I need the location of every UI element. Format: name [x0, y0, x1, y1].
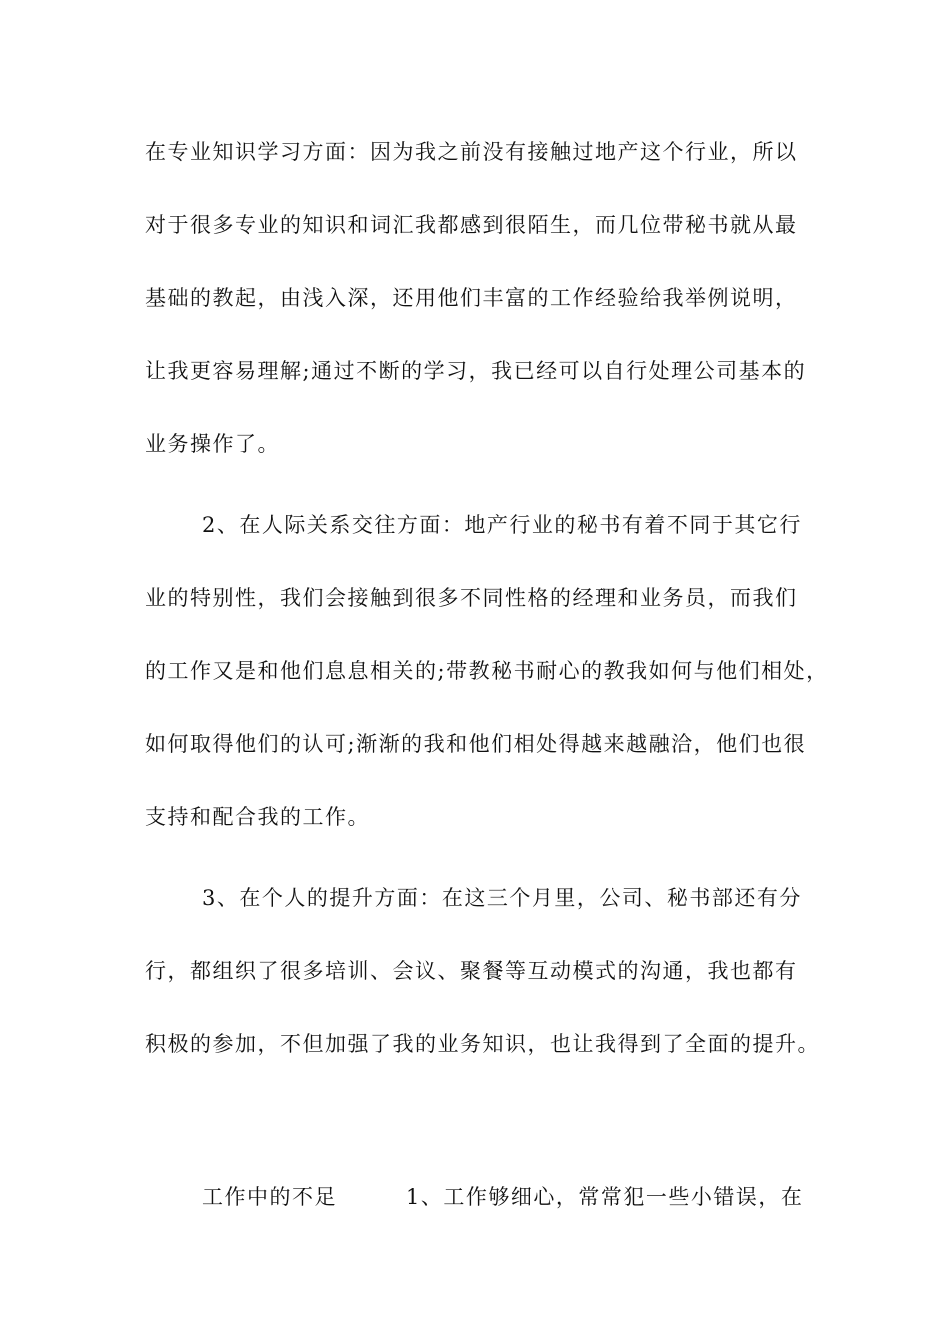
paragraph-line: 业务操作了。: [145, 432, 280, 456]
paragraph-line: 支持和配合我的工作。: [145, 805, 370, 829]
paragraph-line: 积极的参加，不但加强了我的业务知识，也让我得到了全面的提升。: [145, 1032, 820, 1056]
paragraph-line: 的工作又是和他们息息相关的;带教秘书耐心的教我如何与他们相处，: [145, 659, 829, 683]
paragraph-line: 基础的教起，由浅入深，还用他们丰富的工作经验给我举例说明，: [145, 286, 798, 310]
paragraph-line: 3、在个人的提升方面：在这三个月里，公司、秘书部还有分: [202, 886, 802, 910]
paragraph-line: 业的特别性，我们会接触到很多不同性格的经理和业务员，而我们: [145, 586, 798, 610]
paragraph-line: 对于很多专业的知识和词汇我都感到很陌生，而几位带秘书就从最: [145, 213, 798, 237]
paragraph-line: 行，都组织了很多培训、会议、聚餐等互动模式的沟通，我也都有: [145, 959, 798, 983]
paragraph-line: 2、在人际关系交往方面：地产行业的秘书有着不同于其它行: [202, 513, 802, 537]
paragraph-line: 如何取得他们的认可;渐渐的我和他们相处得越来越融洽，他们也很: [145, 732, 807, 756]
paragraph-line: 在专业知识学习方面：因为我之前没有接触过地产这个行业，所以: [145, 140, 798, 164]
section-heading: 工作中的不足: [202, 1185, 337, 1209]
paragraph-line: 让我更容易理解;通过不断的学习，我已经可以自行处理公司基本的: [145, 359, 807, 383]
section-text: 1、工作够细心，常常犯一些小错误，在: [406, 1185, 804, 1209]
